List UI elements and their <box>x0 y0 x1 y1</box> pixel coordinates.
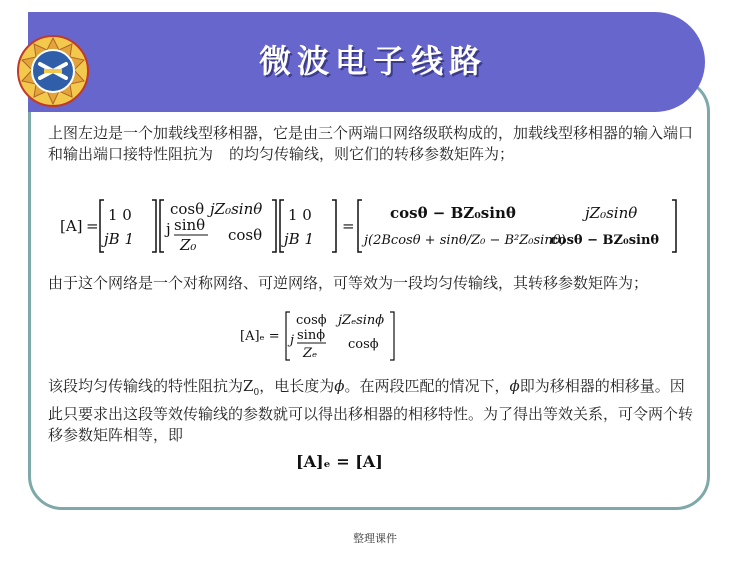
slide-title: 微波电子线路 <box>258 42 487 80</box>
svg-text:j: j <box>166 220 171 238</box>
z0-subscript: 0 <box>253 388 260 398</box>
svg-text:=: = <box>86 217 99 235</box>
eq2-r2c1-num: sinϕ <box>297 328 326 343</box>
paragraph-3d: 即为移相器的相移量。因此只要求出这段等效传输线的参数就可以得出移相器的相移特性。为了得出等效关系，可令两个转移参数矩阵相等，即 <box>48 377 694 444</box>
title-banner <box>28 12 705 112</box>
eq2-r2c2: cosϕ <box>348 337 379 352</box>
paragraph-3a: 该段均匀传输线的特性阻抗为 <box>48 377 244 395</box>
eq1-res-r1c2: jZ₀sinθ <box>585 204 638 222</box>
eq1-m1-row1: 1 0 <box>108 206 132 224</box>
equation-equivalent-matrix <box>240 308 400 364</box>
eq1-m2-r2c1-num: sinθ <box>174 216 206 234</box>
paragraph-intro <box>48 123 693 165</box>
paragraph-2-text: 由于这个网络是一个对称网络、可逆网络，可等效为一段均匀传输线，其转移参数矩阵为； <box>48 274 649 292</box>
eq1-lhs: [A] <box>60 217 83 235</box>
eq2-lhs: [A]ₑ = <box>240 329 280 344</box>
paragraph-3c: 。在两段匹配的情况下， <box>344 377 510 395</box>
eq1-res-r2c1: j(2Bcosθ + sinθ/Z₀ − B²Z₀sinθ) <box>364 233 566 248</box>
eq1-m2-r1c1: cosθ <box>170 200 205 218</box>
eq1-m2-r1c2: jZ₀sinθ <box>210 200 263 218</box>
eq1-m2-r2c1-den: Z₀ <box>180 236 197 254</box>
equation-equality: [A]ₑ = [A] <box>296 452 383 471</box>
eq2-r1c1: cosϕ <box>296 313 327 328</box>
z0-symbol: Z <box>243 377 254 395</box>
paragraph-phase-shift <box>48 376 693 446</box>
eq1-res-r1c1: cosθ − BZ₀sinθ <box>390 204 516 222</box>
eq2-r1c2: jZₑsinϕ <box>338 313 385 328</box>
paragraph-equivalent <box>48 273 693 294</box>
eq1-m3-row2: jB 1 <box>284 230 314 248</box>
equation-transfer-matrix <box>60 194 680 258</box>
university-logo <box>16 34 90 108</box>
eq1-m2-r2c2: cosθ <box>228 226 263 244</box>
phi-symbol: ϕ <box>334 377 345 395</box>
eq1-m1-row2: jB 1 <box>104 230 134 248</box>
paragraph-3b: ，电长度为 <box>259 377 335 395</box>
svg-text:=: = <box>342 217 355 235</box>
paragraph-1-text: 上图左边是一个加载线型移相器，它是由三个两端口网络级联构成的，加载线型移相器的输入端口和输出端口接特性阻抗为 <box>48 124 694 163</box>
eq1-res-r2c2: cosθ − BZ₀sinθ <box>550 233 660 248</box>
phi-symbol-2: ϕ <box>509 377 520 395</box>
svg-text:j: j <box>290 333 295 348</box>
eq1-m3-row1: 1 0 <box>288 206 312 224</box>
eq2-r2c1-den: Zₑ <box>303 346 318 361</box>
paragraph-1b-text: 的均匀传输线，则它们的转移参数矩阵为； <box>229 145 515 163</box>
footer-text: 整理课件 <box>353 532 397 545</box>
